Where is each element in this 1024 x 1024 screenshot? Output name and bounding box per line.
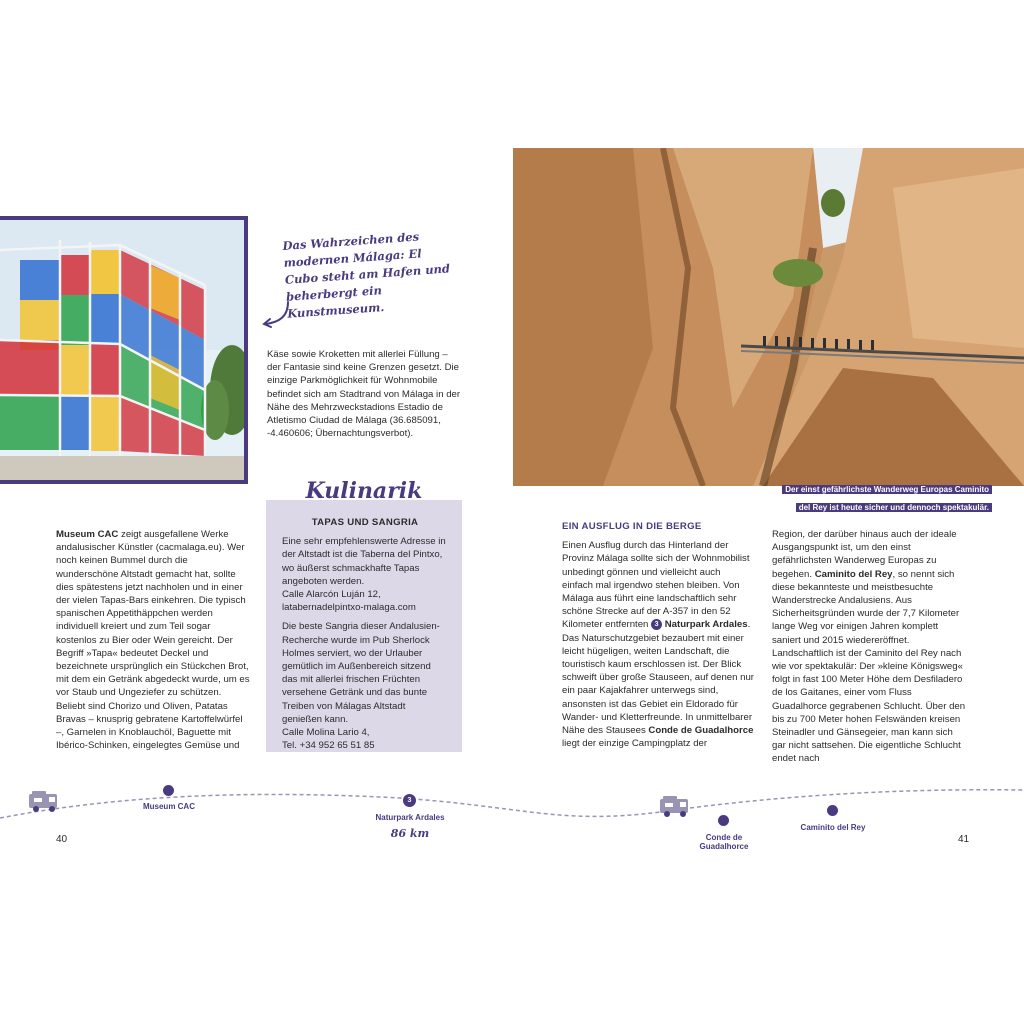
cube-photo-caption: Das Wahrzeichen des modernen Málaga: El Cubo steht am Hafen und beherbergt ein Kunstmuseum.: [282, 229, 451, 321]
naturpark-ardales-bold: Naturpark Ardales: [664, 619, 748, 631]
camper-van-icon: [27, 790, 63, 814]
canyon-caption-line2: del Rey ist heute sicher und dennoch spektakulär.: [796, 503, 992, 512]
cube-continuation-text: [267, 348, 461, 440]
ausflug-column: [562, 520, 754, 750]
kulinarik-address1: Calle Alarcón Luján 12,: [282, 589, 381, 601]
route-stop-caminito-del-rey: Caminito del Rey: [800, 823, 866, 832]
route-stop-museum-cac: Museum CAC: [142, 802, 195, 811]
caminito-text-b: , so nennt sich diese bekannteste und meistbesuchte Wanderstrecke Andalusiens. Aus Sicherheitsgründen wurde der 7,7 Kilometer lange Weg vor einigen Jahren komplett saniert und 2015 wiedereröffnet. Landschaftlich ist der Caminito del Rey nach wie vor spektakulär: Der »kleine Königsweg« folgt in fast 100 Meter Höhe dem Desfiladero de los Gaitanes, einer vom Fluss Guadalhorce gegrabenen Schlucht. Über den bis zu 700 Meter hohen Felswänden kreisen Steinadler und Gänsegeier, man kann sich gar nicht sattsehen. Die eigentliche Schlucht endet nach: [772, 568, 966, 765]
map-marker-3: 3: [651, 619, 662, 630]
route-stop-dot: [827, 805, 838, 816]
kulinarik-heading: Kulinarik: [305, 478, 423, 504]
curved-arrow-icon: [258, 298, 294, 330]
page-number-right: 41: [958, 834, 970, 845]
caminito-column: [772, 528, 966, 766]
canyon-photo-caption: [782, 479, 992, 515]
kulinarik-para1: Eine sehr empfehlenswerte Adresse in der Altstadt ist die Taberna del Pintxo, wo äußerst schmackhafte Tapas angeboten werden.: [282, 536, 446, 587]
caminito-text-a: Region, der darüber hinaus auch der ideale Ausgangspunkt ist, um den einst gefährlichsten Wanderweg Europas zu begehen.: [772, 529, 957, 580]
route-stop-dot: [718, 815, 729, 826]
ausflug-text-a: Einen Ausflug durch das Hinterland der Provinz Málaga sollte sich der Wohnmobilist unbedingt gönnen und vielleicht auch einfach mal irgendwo stehen bleiben. Von Málaga aus führt eine landschaftlich sehr schöne Strecke auf der A-357 in den 52 Kilometer entfernten: [562, 540, 750, 631]
route-stop-conde-de-guadalhorce: Conde de Guadalhorce: [699, 833, 749, 851]
el-cubo-photo: [0, 216, 248, 484]
continuation-paragraph: Käse sowie Kroketten mit allerlei Füllung – der Fantasie sind keine Grenzen gesetzt. Die einzige Parkmöglichkeit für Wohnmobile befindet sich am Stadtrand von Málaga in der Nähe des Mehrzweckstadions Estadio de Atletismo Ciudad de Málaga (36.685091, -4.460606; Übernachtungsverbot).: [267, 349, 461, 440]
kulinarik-phone2: Tel. +34 952 65 51 85: [282, 740, 375, 752]
route-stop-naturpark-ardales: Naturpark Ardales: [375, 813, 445, 822]
kulinarik-address2: Calle Molina Lario 4,: [282, 727, 370, 739]
kulinarik-web1: latabernadelpintxo-malaga.com: [282, 602, 416, 614]
kulinarik-content: [282, 516, 448, 752]
route-distance: 86 km: [390, 827, 430, 840]
kulinarik-para2: Die beste Sangria dieser Andalusien-Recherche wurde im Pub Sherlock Holmes serviert, wo der Urlauber gemütlich im Außenbereich sitzend das mit allerlei frischen Früchten versehene Getränk und das bunte Treiben von Málagas Altstadt genießen kann.: [282, 621, 440, 725]
conde-de-guadalhorce-bold: Conde de Guadalhorce: [648, 725, 754, 737]
museum-cac-body: zeigt ausgefallene Werke andalusischer Künstler (cacmalaga.eu). Wer noch keinen Bummel durch die wunderschöne Altstadt gemacht hat, sollte dies spätestens jetzt nachholen und in einer der vielen Tapas-Bars einkehren. Die typisch spanischen Appetithäppchen werden individuell kreiert und zum Teil sogar kostenlos zu Bier oder Wein gereicht. Der Begriff »Tapa« bedeutet Deckel und bezeichnete ursprünglich ein Stückchen Brot, mit dem ein Getränk abgedeckt wurde, um es vor Staub und Ungeziefer zu schützen. Beliebt sind Chorizo und Oliven, Patatas Bravas – knusprig gebratene Kartoffelwürfel –, Garnelen in Knoblauchöl, Baguette mit Ibérico-Schinken, eingelegtes Gemüse und: [56, 529, 250, 752]
caminito-del-rey-photo: [513, 148, 1024, 486]
ausflug-text-c: liegt der einzige Campingplatz der: [562, 738, 708, 750]
ausflug-text-b: . Das Naturschutzgebiet bezaubert mit einer leicht hügeligen, weiten Landschaft, die touristisch kaum erschlossen ist. Der Blick schweift über große Stauseen, auf denen nur ein paar Kajakfahrer unterwegs sind, ansonsten ist das Gebiet ein Eldorado für Wander- und Kletterfreunde. In unmittelbarer Nähe des Stausees: [562, 619, 754, 737]
caminito-del-rey-bold: Caminito del Rey: [814, 568, 893, 580]
museum-cac-text: [56, 528, 252, 752]
kulinarik-subhead: TAPAS UND SANGRIA: [311, 517, 419, 528]
page-number-left: 40: [56, 834, 68, 845]
museum-cac-bold: Museum CAC: [56, 529, 119, 540]
camper-van-icon: [658, 795, 694, 819]
route-stop-marker-3: 3: [403, 794, 416, 807]
canyon-caption-line1: Der einst gefährlichste Wanderweg Europas Caminito: [782, 485, 992, 494]
section-heading: EIN AUSFLUG IN DIE BERGE: [562, 521, 702, 532]
route-stop-dot: [163, 785, 174, 796]
